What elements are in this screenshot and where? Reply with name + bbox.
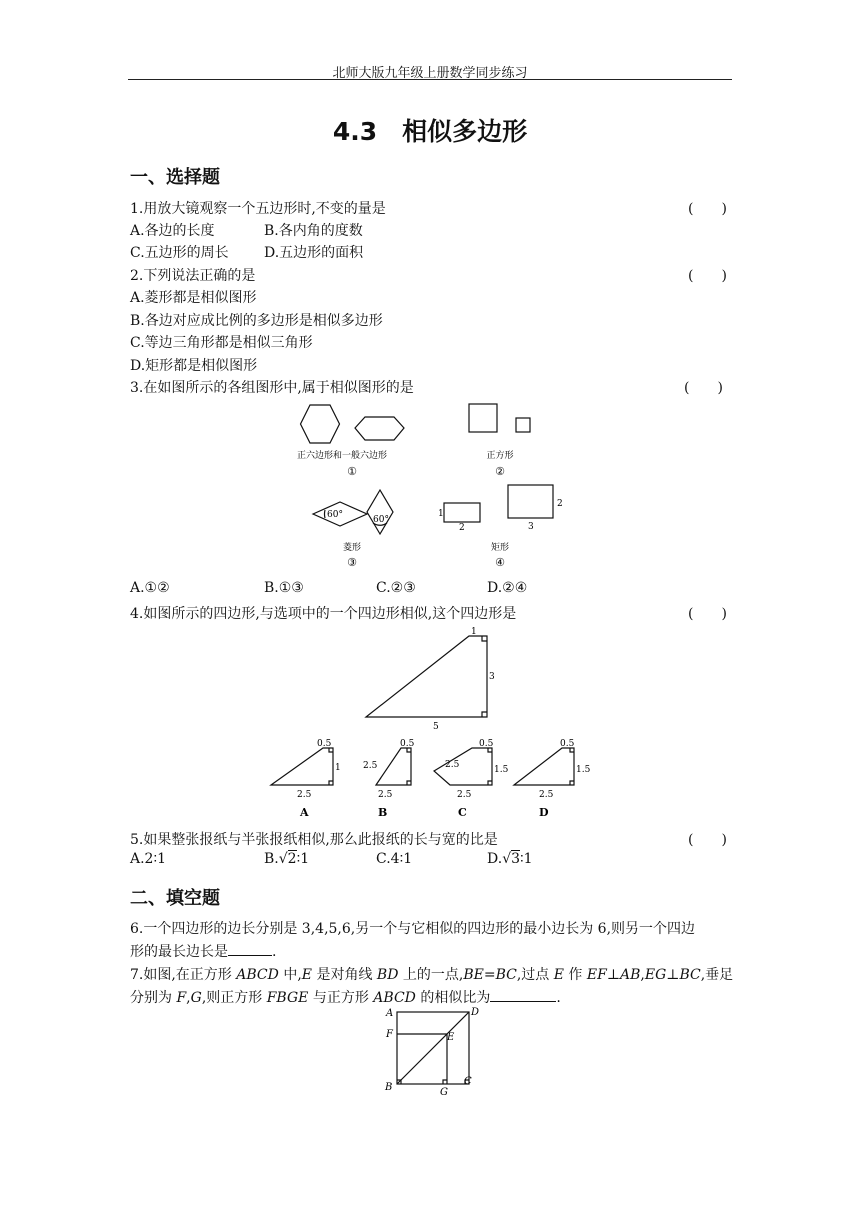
- q2-option-c: C.等边三角形都是相似三角形: [130, 335, 313, 351]
- q3-rect-large-height: 2: [557, 499, 563, 509]
- q7-text: 分别为: [130, 990, 177, 1006]
- q3-angle-label-1: 60°: [327, 510, 343, 520]
- diagonal-bd: [397, 1012, 469, 1084]
- page-title: 4.3 相似多边形: [332, 117, 528, 146]
- q6-line-2-text: 形的最长边长是: [130, 944, 228, 960]
- q4-c-side-label: 1.5: [494, 765, 509, 775]
- q3-rect-large-width: 3: [528, 522, 534, 532]
- q3-caption-rhombus: 菱形: [342, 543, 362, 553]
- q3-stem: 3.在如图所示的各组图形中,属于相似图形的是: [130, 380, 414, 396]
- q7-text: .: [556, 990, 561, 1006]
- q4-stem: 4.如图所示的四边形,与选项中的一个四边形相似,这个四边形是: [130, 606, 517, 622]
- q7-line-1: [130, 964, 733, 984]
- sqrt-icon: √: [278, 851, 288, 867]
- q5-b-radicand: 2: [287, 851, 297, 867]
- q2-option-b: B.各边对应成比例的多边形是相似多边形: [130, 313, 383, 329]
- q7-text: ,: [186, 990, 191, 1006]
- q5-stem: 5.如果整张报纸与半张报纸相似,那么此报纸的长与宽的比是: [130, 832, 498, 848]
- option-a-trapezoid: [271, 748, 333, 785]
- label-b: B: [385, 1082, 393, 1093]
- q5-d-prefix: D.: [487, 851, 503, 867]
- q2-stem: 2.下列说法正确的是: [130, 268, 256, 284]
- q4-b-side-label: 2.5: [363, 761, 378, 771]
- q2-option-d: D.矩形都是相似图形: [130, 358, 258, 374]
- q7-var: EF: [586, 967, 607, 983]
- q7-text: 中,: [278, 967, 302, 983]
- q5-b-prefix: B.: [264, 851, 279, 867]
- q3-caption-squares: 正方形: [486, 451, 514, 461]
- q5-b-suffix: ∶1: [296, 851, 310, 867]
- label-c: C: [464, 1076, 472, 1087]
- q6-line-2: [130, 941, 276, 961]
- q7-text: 与正方形: [308, 990, 374, 1006]
- q4-c-slant-label: 2.5: [445, 760, 460, 770]
- q3-rect-small-width: 2: [459, 523, 465, 533]
- option-c-trapezoid: [434, 748, 492, 785]
- q5-option-a: A.2∶1: [130, 851, 167, 867]
- q7-var: ABCD: [373, 990, 416, 1006]
- q4-c-top-label: 0.5: [479, 739, 494, 749]
- q7-var: E: [553, 967, 564, 983]
- q7-var: BE=BC: [463, 967, 517, 983]
- q5-option-d: [487, 851, 533, 867]
- q4-c-option-label: C: [458, 806, 467, 819]
- q7-var: G: [190, 990, 202, 1006]
- q3-num-1: ①: [347, 465, 357, 478]
- irregular-hexagon: [355, 417, 404, 440]
- label-e: E: [447, 1032, 455, 1043]
- q7-text: 作: [563, 967, 587, 983]
- q7-text: ⊥: [606, 967, 620, 983]
- q3-rect-small-height: 1: [438, 509, 444, 519]
- q7-var: AB: [620, 967, 641, 983]
- q7-text: 上的一点,: [398, 967, 464, 983]
- q7-text: ,垂足: [700, 967, 734, 983]
- q7-text: ,: [640, 967, 645, 983]
- q1-option-b: B.各内角的度数: [264, 223, 363, 239]
- q3-num-4: ④: [495, 556, 505, 569]
- q6-line-2-end: .: [272, 944, 277, 960]
- rhombus-tall: [367, 490, 393, 534]
- q3-option-a: A.①②: [130, 580, 170, 596]
- q4-b-bottom-label: 2.5: [378, 790, 393, 800]
- q7-text: ⊥: [666, 967, 680, 983]
- q7-var: F: [176, 990, 187, 1006]
- q4-d-side-label: 1.5: [576, 765, 591, 775]
- q7-text: 是对角线: [312, 967, 377, 983]
- q7-line-2: [130, 987, 561, 1007]
- q3-figure: [280, 396, 580, 576]
- section-heading-choice: 一、选择题: [130, 167, 220, 188]
- q7-var: ABCD: [236, 967, 279, 983]
- q4-answer-paren: ( ): [688, 606, 727, 622]
- q7-text: 的相似比为: [415, 990, 491, 1006]
- q3-num-2: ②: [495, 465, 505, 478]
- q7-text: ,则正方形: [201, 990, 267, 1006]
- q1-stem: 1.用放大镜观察一个五边形时,不变的量是: [130, 201, 386, 217]
- label-f: F: [386, 1029, 393, 1040]
- main-trapezoid: [366, 636, 487, 717]
- q4-a-option-label: A: [300, 806, 309, 819]
- q2-answer-paren: ( ): [688, 268, 727, 284]
- q7-text: 7.如图,在正方形: [130, 967, 237, 983]
- q4-main-top-label: 1: [471, 627, 477, 637]
- q7-var: BC: [679, 967, 701, 983]
- q7-var: E: [301, 967, 313, 983]
- q3-num-3: ③: [347, 556, 357, 569]
- q4-a-bottom-label: 2.5: [297, 790, 312, 800]
- q4-a-top-label: 0.5: [317, 739, 332, 749]
- label-d: D: [471, 1007, 480, 1018]
- q4-a-side-label: 1: [335, 763, 341, 773]
- q4-b-top-label: 0.5: [400, 739, 415, 749]
- q7-var: EG: [644, 967, 667, 983]
- large-rectangle: [508, 485, 553, 518]
- section-heading-fill: 二、填空题: [130, 888, 220, 909]
- q5-d-suffix: ∶1: [520, 851, 533, 867]
- q3-option-d: D.②④: [487, 580, 528, 596]
- q6-line-1: 6.一个四边形的边长分别是 3,4,5,6,另一个与它相似的四边形的最小边长为 6,则另一个四边: [130, 921, 696, 937]
- q6-answer-blank: [228, 941, 272, 956]
- q5-option-c: C.4∶1: [376, 851, 413, 867]
- sqrt-icon: √: [502, 851, 512, 867]
- q7-var: FBGE: [266, 990, 309, 1006]
- q4-d-top-label: 0.5: [560, 739, 575, 749]
- q5-answer-paren: ( ): [688, 832, 727, 848]
- header-divider: [128, 79, 732, 80]
- q3-answer-paren: ( ): [684, 380, 723, 396]
- q1-option-d: D.五边形的面积: [264, 245, 364, 261]
- q3-option-c: C.②③: [376, 580, 416, 596]
- q3-caption-hexagons: 正六边形和一般六边形: [296, 451, 388, 461]
- q7-answer-blank: [490, 987, 556, 1002]
- q1-answer-paren: ( ): [688, 201, 727, 217]
- q4-b-option-label: B: [378, 806, 388, 819]
- q4-figure: [260, 624, 600, 824]
- q3-angle-label-2: 60°: [373, 515, 389, 525]
- q1-option-a: A.各边的长度: [130, 223, 215, 239]
- q4-main-right-label: 3: [489, 672, 495, 682]
- q5-d-radicand: 3: [511, 851, 521, 867]
- regular-hexagon: [301, 405, 340, 443]
- option-b-trapezoid: [376, 748, 411, 785]
- q3-option-b: B.①③: [264, 580, 304, 596]
- q7-figure: [376, 1006, 486, 1098]
- q4-d-option-label: D: [539, 806, 549, 819]
- option-d-trapezoid: [514, 748, 574, 785]
- q4-c-bottom-label: 2.5: [457, 790, 472, 800]
- q4-d-bottom-label: 2.5: [539, 790, 554, 800]
- q7-text: ,过点: [516, 967, 554, 983]
- label-g: G: [440, 1087, 448, 1098]
- q1-option-c: C.五边形的周长: [130, 245, 229, 261]
- q5-option-b: [264, 851, 309, 867]
- page-header: 北师大版九年级上册数学同步练习: [332, 66, 528, 81]
- q7-var: BD: [376, 967, 399, 983]
- q3-caption-rectangle: 矩形: [490, 543, 510, 553]
- small-rectangle: [444, 503, 480, 522]
- q2-option-a: A.菱形都是相似图形: [130, 290, 257, 306]
- q4-main-bottom-label: 5: [433, 722, 439, 732]
- label-a: A: [386, 1008, 394, 1019]
- small-square: [516, 418, 530, 432]
- large-square: [469, 404, 497, 432]
